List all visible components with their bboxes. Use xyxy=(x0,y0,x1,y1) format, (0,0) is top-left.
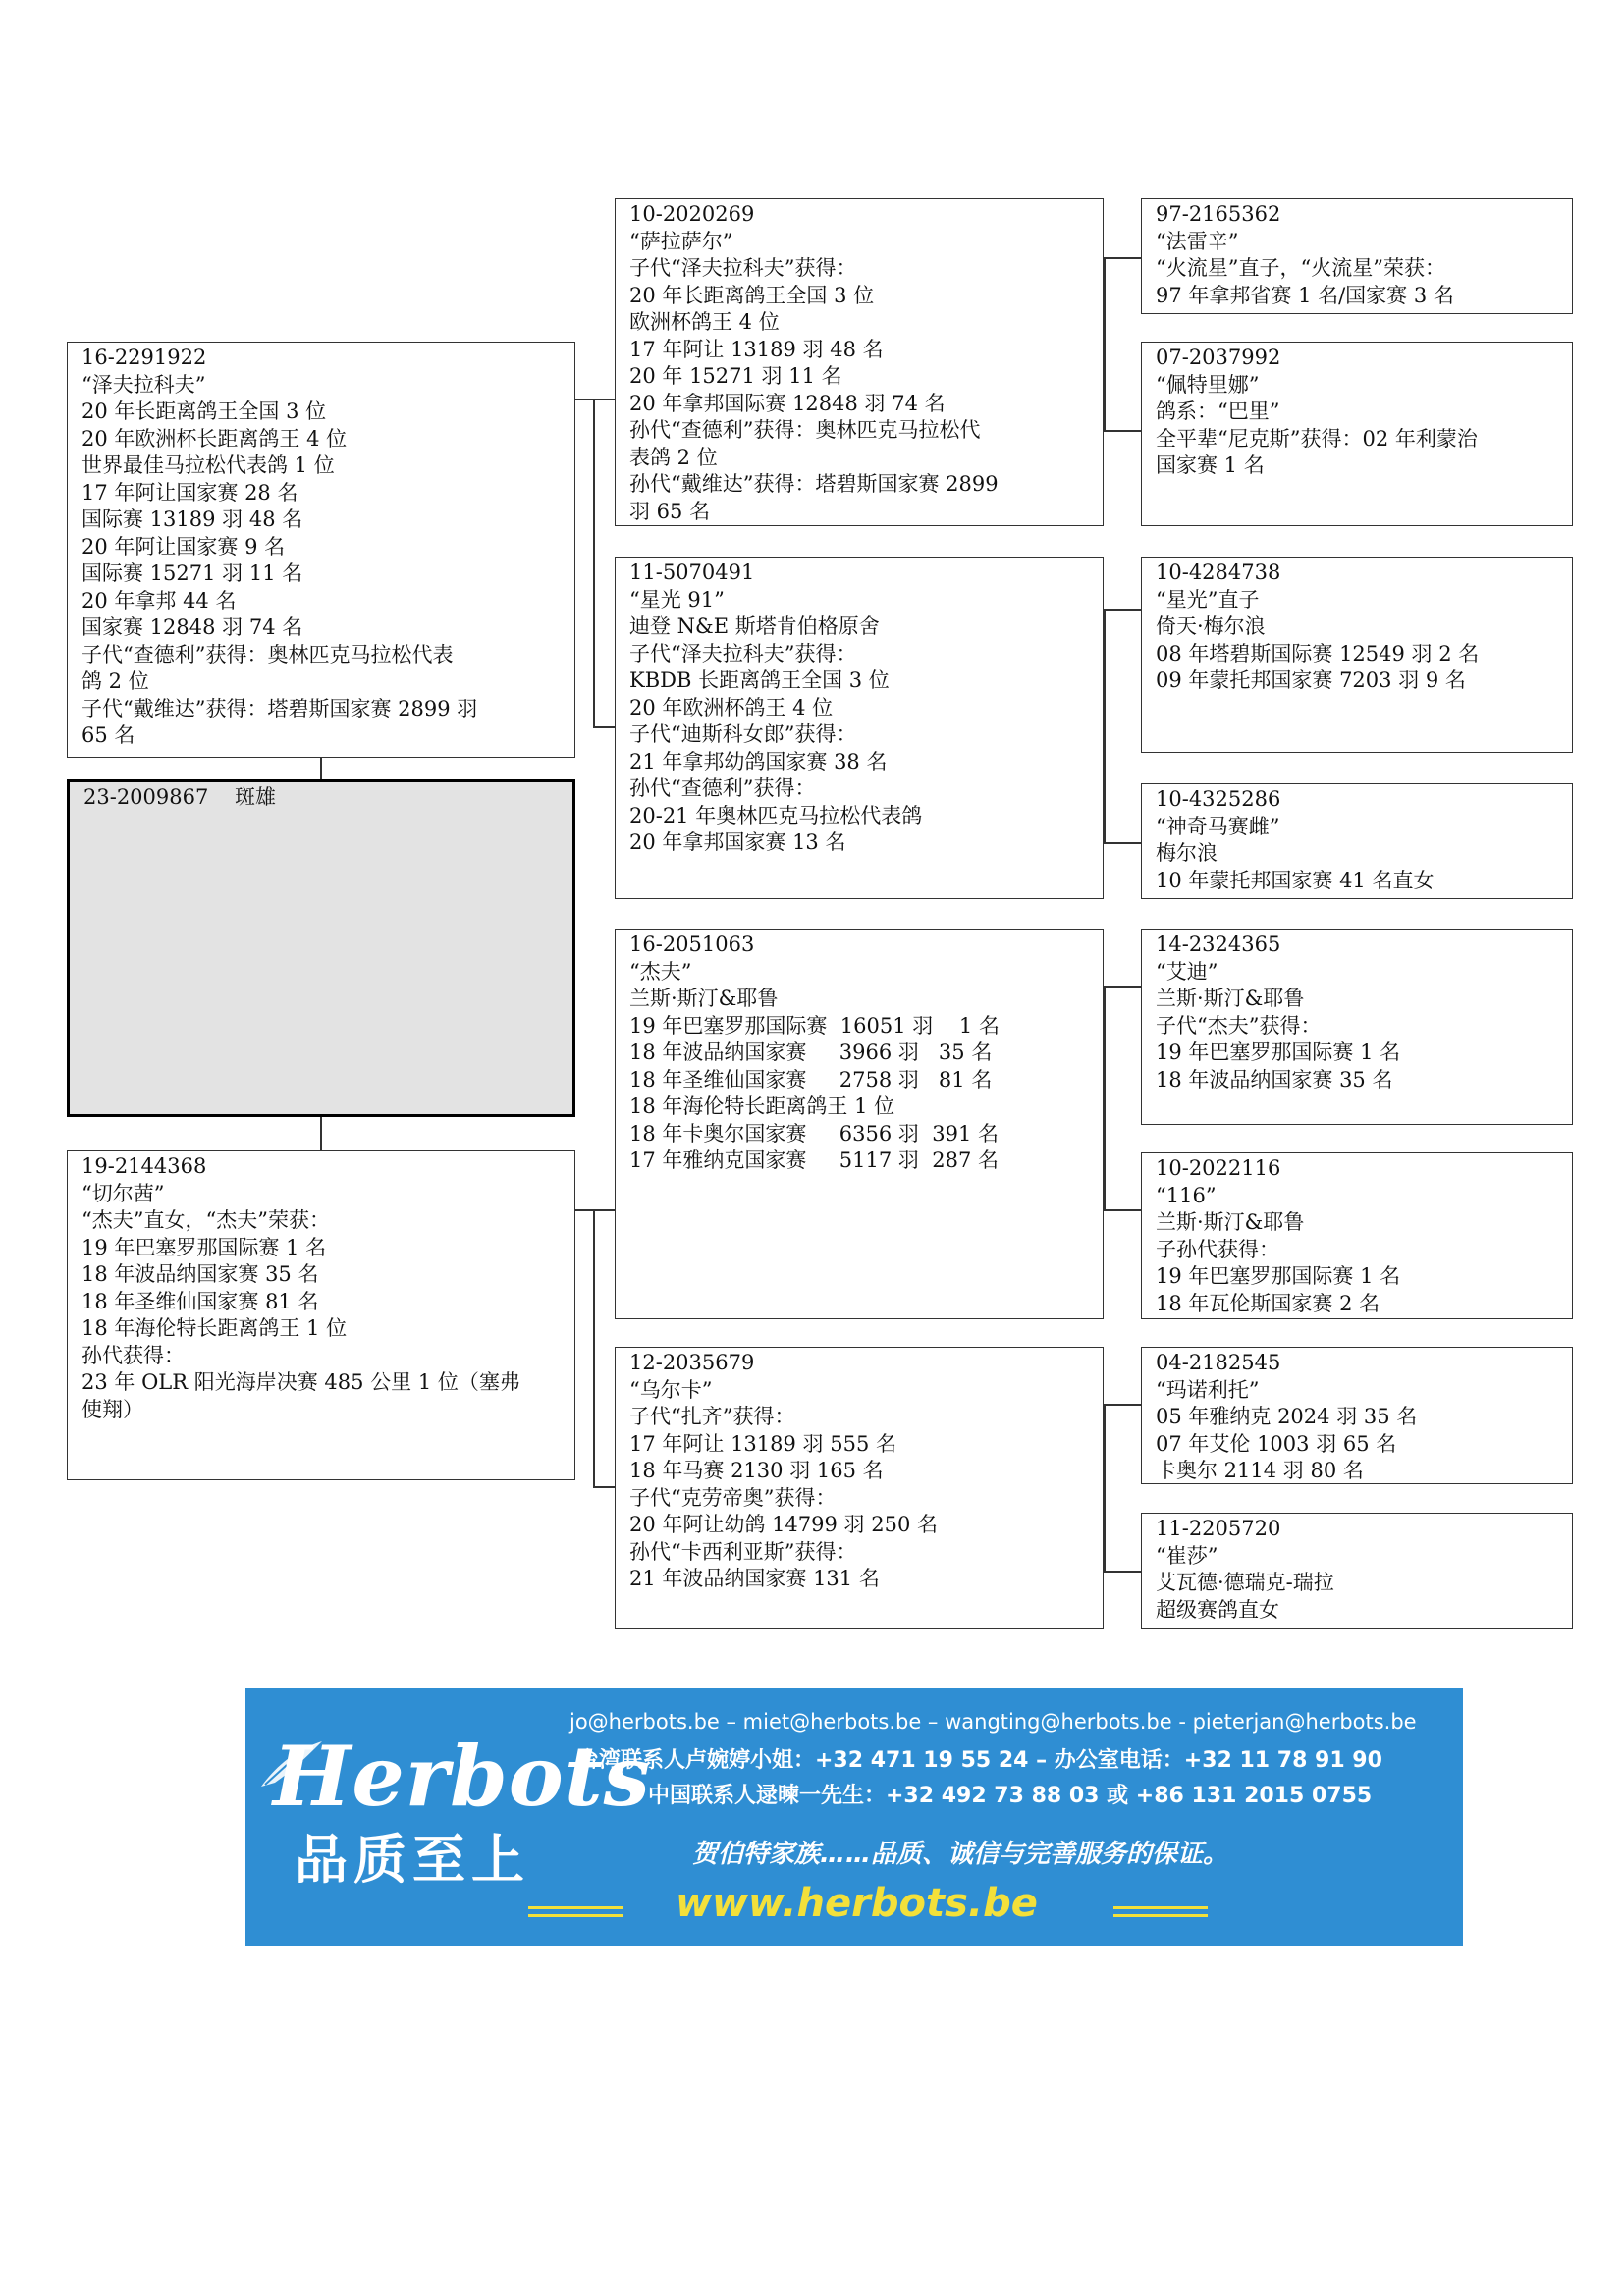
pedigree-text-line: 18 年海伦特长距离鸽王 1 位 xyxy=(629,1095,895,1118)
pedigree-text-line: 迪登 N&E 斯塔肯伯格原舍 xyxy=(629,614,880,638)
ggp-box-5 xyxy=(1141,929,1573,1125)
pedigree-text-line: 国家赛 1 名 xyxy=(1156,454,1265,477)
connector-gp4-ggp xyxy=(1104,1404,1106,1573)
pedigree-text-line: 羽 65 名 xyxy=(629,499,711,523)
pedigree-text-line: 08 年塔碧斯国际赛 12549 羽 2 名 xyxy=(1156,641,1480,666)
pedigree-text-line: 20 年拿邦国际赛 12848 羽 74 名 xyxy=(629,391,946,415)
sire-box xyxy=(67,342,575,758)
divider-left-2 xyxy=(528,1914,623,1917)
ring-number: 12-2035679 xyxy=(629,1351,755,1374)
pedigree-text-line: 梅尔浪 xyxy=(1156,841,1218,865)
pedigree-text-line: 国际赛 13189 羽 48 名 xyxy=(81,507,303,531)
ring-number: 16-2051063 xyxy=(629,933,755,956)
pedigree-text-line: 卡奥尔 2114 羽 80 名 xyxy=(1156,1459,1364,1482)
pedigree-text-line: “星光”直子 xyxy=(1156,587,1260,612)
ggp-box-7 xyxy=(1141,1347,1573,1484)
ring-number: 19-2144368 xyxy=(81,1154,207,1178)
pedigree-text-line: 09 年蒙托邦国家赛 7203 羽 9 名 xyxy=(1156,668,1466,692)
website-link[interactable]: www.herbots.be xyxy=(676,1881,1038,1926)
pedigree-text-line: “崔莎” xyxy=(1156,1543,1218,1568)
pedigree-text-line: 子代“迪斯科女郎”获得： xyxy=(629,722,857,746)
grandsire-maternal-box xyxy=(615,929,1104,1319)
pedigree-text-line: “火流星”直子，“火流星”荣获： xyxy=(1156,256,1445,280)
pedigree-text-line: 18 年圣维仙国家赛 81 名 xyxy=(81,1289,319,1313)
ring-number: 10-2020269 xyxy=(629,202,755,226)
pedigree-text-line: 全平辈“尼克斯”获得：02 年利蒙治 xyxy=(1156,426,1478,451)
divider-left xyxy=(528,1906,623,1909)
pedigree-text-line: “116” xyxy=(1156,1183,1217,1207)
pedigree-text-line: 子代“克劳帝奥”获得： xyxy=(629,1485,837,1510)
connector-gp3-ggp xyxy=(1104,986,1106,1211)
pedigree-text-line: 超级赛鸽直女 xyxy=(1156,1597,1279,1622)
connector-ggp4 xyxy=(1104,842,1141,844)
pedigree-text-line: 18 年卡奥尔国家赛 6356 羽 391 名 xyxy=(629,1121,999,1146)
ggp-box-3 xyxy=(1141,557,1573,753)
pedigree-text-line: “神奇马赛雌” xyxy=(1156,814,1280,838)
pedigree-text-line: 18 年瓦伦斯国家赛 2 名 xyxy=(1156,1291,1380,1315)
pedigree-text-line: 20 年长距离鸽王全国 3 位 xyxy=(629,283,875,307)
pedigree-text-line: 孙代“戴维达”获得：塔碧斯国家赛 2899 xyxy=(629,472,999,496)
pedigree-text-line: 子代“泽夫拉科夫”获得： xyxy=(629,256,857,280)
connector-sire-subject xyxy=(320,758,322,779)
banner-slogan: 品质至上 xyxy=(295,1829,530,1891)
pedigree-text-line: “法雷辛” xyxy=(1156,229,1239,253)
pedigree-text-line: 17 年阿让 13189 羽 555 名 xyxy=(629,1431,896,1456)
connector-ggp7 xyxy=(1104,1404,1141,1406)
pedigree-text-line: 05 年雅纳克 2024 羽 35 名 xyxy=(1156,1405,1418,1428)
ring-number: 10-4325286 xyxy=(1156,787,1281,811)
pedigree-text-line: 18 年波品纳国家赛 35 名 xyxy=(1156,1067,1393,1092)
connector-dam-subject xyxy=(320,1117,322,1150)
pedigree-text-line: 19 年巴塞罗那国际赛 1 名 xyxy=(1156,1264,1401,1288)
pedigree-text-line: “杰夫”直女，“杰夫”荣获： xyxy=(81,1208,330,1232)
connector-dam-gp-vertical xyxy=(593,1209,595,1486)
ring-number: 14-2324365 xyxy=(1156,933,1281,956)
pedigree-text-line: 兰斯·斯汀&耶鲁 xyxy=(629,987,779,1010)
pedigree-text-line: “萨拉萨尔” xyxy=(629,229,733,253)
pedigree-text-line: 孙代“查德利”获得： xyxy=(629,776,816,800)
pedigree-text-line: 20 年拿邦 44 名 xyxy=(81,588,237,613)
pedigree-text-line: 20 年阿让国家赛 9 名 xyxy=(81,534,286,559)
pedigree-text-line: 65 名 xyxy=(81,723,135,747)
banner-emails[interactable]: jo@herbots.be – miet@herbots.be – wangting@herbots.be - pieterjan@herbots.be xyxy=(569,1710,1417,1734)
pedigree-text-line: 欧洲杯鸽王 4 位 xyxy=(629,310,780,334)
ring-number: 23-2009867 斑雄 xyxy=(83,785,277,809)
ring-number: 16-2291922 xyxy=(81,346,207,369)
pedigree-text-line: 20 年长距离鸽王全国 3 位 xyxy=(81,400,327,423)
pedigree-text-line: 子代“扎齐”获得： xyxy=(629,1405,795,1428)
pedigree-text-line: “艾迪” xyxy=(1156,959,1218,984)
connector-gp1-ggp xyxy=(1104,257,1106,430)
pedigree-text-line: 17 年雅纳克国家赛 5117 羽 287 名 xyxy=(629,1148,999,1172)
connector-dam-gp xyxy=(575,1209,595,1211)
divider-right-2 xyxy=(1113,1914,1208,1917)
pedigree-text-line: 18 年海伦特长距离鸽王 1 位 xyxy=(81,1316,348,1340)
pedigree-text-line: 子代“查德利”获得：奥林匹克马拉松代表 xyxy=(81,642,454,667)
pedigree-text-line: 17 年阿让国家赛 28 名 xyxy=(81,480,298,505)
connector-sire-gp xyxy=(575,399,595,400)
pedigree-text-line: 子孙代获得： xyxy=(1156,1237,1279,1261)
connector-gp2 xyxy=(593,726,615,728)
ggp-box-4 xyxy=(1141,783,1573,899)
pedigree-text-line: 艾瓦德·德瑞克-瑞拉 xyxy=(1156,1571,1334,1594)
pedigree-text-line: “佩特里娜” xyxy=(1156,372,1260,397)
pedigree-text-line: 20 年欧洲杯长距离鸽王 4 位 xyxy=(81,426,348,451)
ring-number: 04-2182545 xyxy=(1156,1351,1281,1374)
pedigree-text-line: “杰夫” xyxy=(629,959,692,984)
pedigree-text-line: 世界最佳马拉松代表鸽 1 位 xyxy=(81,454,335,477)
pedigree-text-line: 18 年马赛 2130 羽 165 名 xyxy=(629,1459,884,1482)
pedigree-text-line: 使翔） xyxy=(81,1397,143,1421)
connector-gp4 xyxy=(593,1486,615,1488)
banner-taiwan-contact: 台湾联系人卢婉婷小姐：+32 471 19 55 24 – 办公室电话：+32 11 78 91 90 xyxy=(577,1748,1382,1773)
pedigree-text-line: 鸽系：“巴里” xyxy=(1156,400,1280,423)
grandsire-paternal-box xyxy=(615,198,1104,526)
connector-ggp2 xyxy=(1104,430,1141,432)
pedigree-text-line: 子代“戴维达”获得：塔碧斯国家赛 2899 羽 xyxy=(81,696,478,721)
pedigree-text-line: 07 年艾伦 1003 羽 65 名 xyxy=(1156,1431,1397,1456)
pedigree-text-line: “切尔茜” xyxy=(81,1181,165,1205)
pedigree-text-line: 子代“泽夫拉科夫”获得： xyxy=(629,641,857,666)
ggp-box-2 xyxy=(1141,342,1573,526)
connector-ggp1 xyxy=(1104,257,1141,259)
pedigree-text-line: 孙代“卡西利亚斯”获得： xyxy=(629,1539,857,1564)
pedigree-text-line: 孙代获得： xyxy=(81,1343,185,1367)
ggp-box-1 xyxy=(1141,198,1573,314)
ring-number: 97-2165362 xyxy=(1156,202,1281,226)
pedigree-text-line: 子代“杰夫”获得： xyxy=(1156,1013,1322,1038)
pedigree-text-line: 18 年圣维仙国家赛 2758 羽 81 名 xyxy=(629,1067,993,1092)
ggp-box-8 xyxy=(1141,1513,1573,1629)
pedigree-text-line: “乌尔卡” xyxy=(629,1377,713,1402)
pedigree-text-line: 21 年拿邦幼鸽国家赛 38 名 xyxy=(629,749,888,774)
ring-number: 10-2022116 xyxy=(1156,1156,1281,1180)
connector-gp2-ggp xyxy=(1104,609,1106,842)
banner-motto: 贺伯特家族……品质、诚信与完善服务的保证。 xyxy=(692,1840,1229,1869)
pedigree-text-line: 国际赛 15271 羽 11 名 xyxy=(81,561,303,585)
pedigree-text-line: 20 年阿让幼鸽 14799 羽 250 名 xyxy=(629,1513,938,1536)
ring-number: 07-2037992 xyxy=(1156,346,1281,369)
connector-sire-gp-vertical xyxy=(593,399,595,728)
pedigree-text-line: “星光 91” xyxy=(629,587,725,612)
subject-box xyxy=(67,779,575,1117)
pedigree-text-line: 19 年巴塞罗那国际赛 16051 羽 1 名 xyxy=(629,1013,1000,1038)
banner-china-contact: 中国联系人逯暕一先生：+32 492 73 88 03 或 +86 131 2015 0755 xyxy=(648,1784,1373,1808)
pedigree-text-line: 兰斯·斯汀&耶鲁 xyxy=(1156,1210,1305,1234)
pedigree-text-line: “玛诺利托” xyxy=(1156,1377,1260,1402)
dam-box xyxy=(67,1150,575,1480)
pedigree-text-line: 20 年拿邦国家赛 13 名 xyxy=(629,830,846,854)
pedigree-text-line: 18 年波品纳国家赛 3966 羽 35 名 xyxy=(629,1041,993,1064)
pedigree-text-line: 20 年欧洲杯鸽王 4 位 xyxy=(629,695,834,720)
connector-gp3 xyxy=(593,1209,615,1211)
pedigree-text-line: 19 年巴塞罗那国际赛 1 名 xyxy=(81,1235,327,1259)
ring-number: 11-2205720 xyxy=(1156,1517,1281,1540)
pedigree-text-line: 倚天·梅尔浪 xyxy=(1156,614,1266,638)
herbots-logo: Herbots xyxy=(273,1728,651,1825)
connector-ggp3 xyxy=(1104,609,1141,611)
ring-number: 11-5070491 xyxy=(629,561,755,584)
pedigree-text-line: “泽夫拉科夫” xyxy=(81,372,206,397)
contact-banner xyxy=(245,1688,1463,1946)
connector-ggp5 xyxy=(1104,986,1141,988)
ring-number: 10-4284738 xyxy=(1156,561,1281,584)
connector-ggp6 xyxy=(1104,1209,1141,1211)
ggp-box-6 xyxy=(1141,1152,1573,1319)
pedigree-text-line: 鸽 2 位 xyxy=(81,669,149,693)
pedigree-text-line: 20 年 15271 羽 11 名 xyxy=(629,364,842,388)
granddam-maternal-box xyxy=(615,1347,1104,1629)
connector-gp1 xyxy=(593,399,615,400)
connector-ggp8 xyxy=(1104,1571,1141,1573)
pedigree-text-line: 孙代“查德利”获得：奥林匹克马拉松代 xyxy=(629,418,981,442)
pedigree-text-line: 18 年波品纳国家赛 35 名 xyxy=(81,1262,319,1286)
pedigree-text-line: 国家赛 12848 羽 74 名 xyxy=(81,615,303,639)
pedigree-text-line: 兰斯·斯汀&耶鲁 xyxy=(1156,987,1305,1010)
pedigree-text-line: 19 年巴塞罗那国际赛 1 名 xyxy=(1156,1041,1401,1064)
divider-right xyxy=(1113,1906,1208,1909)
pedigree-text-line: 97 年拿邦省赛 1 名/国家赛 3 名 xyxy=(1156,283,1454,307)
pedigree-text-line: 21 年波品纳国家赛 131 名 xyxy=(629,1567,880,1590)
pedigree-text-line: 10 年蒙托邦国家赛 41 名直女 xyxy=(1156,868,1435,892)
pedigree-text-line: 表鸽 2 位 xyxy=(629,445,718,469)
pedigree-text-line: 17 年阿让 13189 羽 48 名 xyxy=(629,337,884,361)
pedigree-text-line: 23 年 OLR 阳光海岸决赛 485 公里 1 位（塞弗 xyxy=(81,1370,520,1394)
pedigree-text-line: KBDB 长距离鸽王全国 3 位 xyxy=(629,668,890,692)
granddam-paternal-box xyxy=(615,557,1104,899)
pedigree-text-line: 20-21 年奥林匹克马拉松代表鸽 xyxy=(629,803,923,828)
